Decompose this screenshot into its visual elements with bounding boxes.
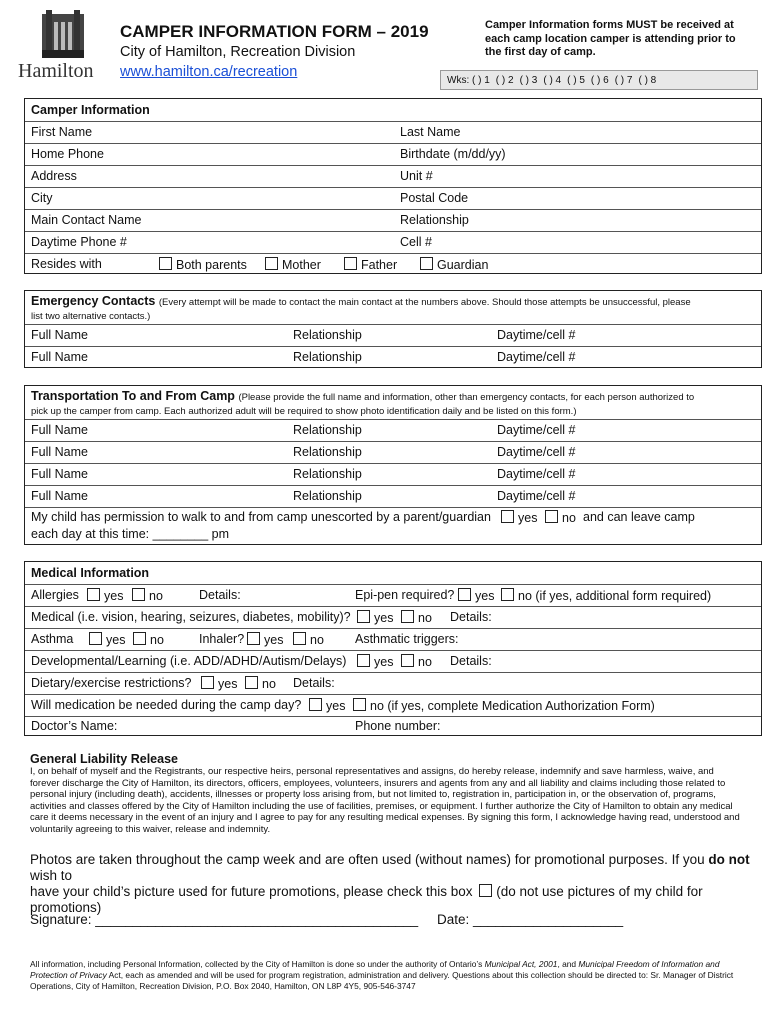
hamilton-logo — [18, 8, 108, 86]
walk-no-checkbox[interactable]: no — [545, 510, 576, 525]
transport-note: (Please provide the full name and information, other than emergency contacts, for each person authorized to — [238, 392, 695, 403]
asthma-label: Asthma — [31, 632, 74, 646]
date-field[interactable]: Date: ____________________ — [437, 912, 624, 927]
transport-full-name-3[interactable]: Full Name — [31, 467, 88, 481]
weeks-label: Wks: ( ) 1 — [447, 74, 490, 86]
doctor-name-field[interactable]: Doctor’s Name: — [31, 719, 118, 733]
both-parents-checkbox[interactable]: Both parents — [159, 257, 247, 272]
transport-full-name-1[interactable]: Full Name — [31, 423, 88, 437]
liability-heading: General Liability Release — [30, 752, 178, 766]
week-option[interactable]: ( ) 4 — [543, 74, 562, 86]
emergency-full-name-1[interactable]: Full Name — [31, 328, 88, 342]
form-subtitle: City of Hamilton, Recreation Division — [120, 44, 356, 60]
week-option[interactable]: ( ) 6 — [590, 74, 609, 86]
walk-permission-text: My child has permission to walk to and from camp unescorted by a parent/guardian — [31, 510, 491, 524]
medical-yes-checkbox[interactable]: yes — [357, 610, 393, 625]
transport-relationship-4[interactable]: Relationship — [293, 489, 362, 503]
medical-conditions-label: Medical (i.e. vision, hearing, seizures, diabetes, mobility)? — [31, 610, 351, 624]
photo-text-3: have your child’s picture used for future promotions, please check this box — [30, 884, 473, 899]
transport-relationship-1[interactable]: Relationship — [293, 423, 362, 437]
week-option[interactable]: ( ) 5 — [567, 74, 585, 86]
dietary-details-field[interactable]: Details: — [293, 676, 335, 690]
medical-no-checkbox[interactable]: no — [401, 610, 432, 625]
medication-no-checkbox[interactable]: no (if yes, complete Medication Authorization Form) — [353, 698, 655, 713]
photo-opt-out-checkbox[interactable] — [479, 884, 492, 897]
photo-text-bold: do not — [708, 852, 750, 867]
developmental-details-field[interactable]: Details: — [450, 654, 492, 668]
dietary-yes-checkbox[interactable]: yes — [201, 676, 237, 691]
camper-info-section — [24, 98, 762, 274]
section-heading: Transportation To and From Camp — [31, 389, 235, 403]
guardian-checkbox[interactable]: Guardian — [420, 257, 488, 272]
week-option[interactable]: ( ) 3 — [519, 74, 538, 86]
inhaler-yes-checkbox[interactable]: yes — [247, 632, 283, 647]
asthma-triggers-field[interactable]: Asthmatic triggers: — [355, 632, 459, 646]
allergies-label: Allergies — [31, 588, 79, 602]
photo-text-4: (do not use pictures of my child for promotions) — [30, 884, 703, 915]
transportation-section — [24, 385, 762, 545]
photo-text-2: wish to — [30, 868, 73, 883]
city-field[interactable]: City — [31, 191, 53, 205]
allergies-yes-checkbox[interactable]: yes — [87, 588, 123, 603]
photo-text-1: Photos are taken throughout the camp week and are often used (without names) for promotional purposes. If you — [30, 852, 709, 867]
medical-details-field[interactable]: Details: — [450, 610, 492, 624]
transport-relationship-3[interactable]: Relationship — [293, 467, 362, 481]
logo-text: Hamilton — [18, 60, 94, 82]
week-option[interactable]: ( ) 7 — [614, 74, 633, 86]
transport-cell-3[interactable]: Daytime/cell # — [497, 467, 576, 481]
recreation-link[interactable]: www.hamilton.ca/recreation — [120, 64, 298, 80]
footer-text-2: , and — [557, 959, 579, 969]
emergency-cell-1[interactable]: Daytime/cell # — [497, 328, 576, 342]
resides-with-label: Resides with — [31, 257, 102, 271]
mother-checkbox[interactable]: Mother — [265, 257, 321, 272]
epipen-label: Epi-pen required? — [355, 588, 455, 602]
developmental-yes-checkbox[interactable]: yes — [357, 654, 393, 669]
medication-label: Will medication be needed during the camp day? — [31, 698, 302, 712]
emergency-relationship-1[interactable]: Relationship — [293, 328, 362, 342]
doctor-phone-field[interactable]: Phone number: — [355, 719, 441, 733]
transport-cell-2[interactable]: Daytime/cell # — [497, 445, 576, 459]
father-checkbox[interactable]: Father — [344, 257, 397, 272]
dietary-no-checkbox[interactable]: no — [245, 676, 276, 691]
walk-yes-checkbox[interactable]: yes — [501, 510, 537, 525]
unit-field[interactable]: Unit # — [400, 169, 433, 183]
week-option[interactable]: ( ) 2 — [495, 74, 514, 86]
week-option[interactable]: ( ) 8 — [638, 74, 657, 86]
footer-act-2: Municipal Freedom of Information and Protection of Privacy — [30, 959, 720, 980]
transport-full-name-4[interactable]: Full Name — [31, 489, 88, 503]
first-name-field[interactable]: First Name — [31, 125, 93, 139]
liability-text: I, on behalf of myself and the Registrants, our respective heirs, personal representatives and assigns, do hereby release, indemnify and save harmless, waive, and forever discharge the City of Hamilton, its directors, officers, employees, volunteers, insurers and agents from any and all liability and claims including those related to personal injury (including death), accidents, illnesses or property loss arising from, but not limited to, registration in, participation in, or the observation of, programs, activities and classes offered by the City of Hamilton including the use of facilities, premises, or equipment. I further authorize the City of Hamilton to obtain any medical care it deems necessary in the event of an injury and I agree to pay for any resulting medical expenses. By signing this form, I acknowledge having read, understood and voluntarily agreeing to this waiver, release and indemnity. — [30, 766, 740, 835]
medical-section — [24, 561, 762, 736]
epipen-no-checkbox[interactable]: no (if yes, additional form required) — [501, 588, 711, 603]
home-phone-field[interactable]: Home Phone — [31, 147, 104, 161]
walk-time-field[interactable]: each day at this time: ________ pm — [31, 527, 230, 541]
transport-note-2: pick up the camper from camp. Each authorized adult will be required to show photo identification daily and be listed on this form.) — [31, 406, 577, 417]
address-field[interactable]: Address — [31, 169, 77, 183]
inhaler-no-checkbox[interactable]: no — [293, 632, 324, 647]
medication-yes-checkbox[interactable]: yes — [309, 698, 345, 713]
developmental-label: Developmental/Learning (i.e. ADD/ADHD/Autism/Delays) — [31, 654, 347, 668]
allergies-no-checkbox[interactable]: no — [132, 588, 163, 603]
inhaler-label: Inhaler? — [199, 632, 245, 646]
footer-act-1: Municipal Act, 2001 — [484, 959, 558, 969]
developmental-no-checkbox[interactable]: no — [401, 654, 432, 669]
emergency-cell-2[interactable]: Daytime/cell # — [497, 350, 576, 364]
daytime-phone-field[interactable]: Daytime Phone # — [31, 235, 127, 249]
section-heading: Camper Information — [31, 103, 150, 117]
form-title: CAMPER INFORMATION FORM – 2019 — [120, 22, 429, 41]
allergies-details-field[interactable]: Details: — [199, 588, 241, 602]
emergency-relationship-2[interactable]: Relationship — [293, 350, 362, 364]
transport-full-name-2[interactable]: Full Name — [31, 445, 88, 459]
main-contact-field[interactable]: Main Contact Name — [31, 213, 142, 227]
walk-permission-tail: and can leave camp — [583, 510, 695, 524]
privacy-footer — [30, 959, 742, 992]
section-heading: Medical Information — [31, 566, 150, 580]
transport-relationship-2[interactable]: Relationship — [293, 445, 362, 459]
birthdate-field[interactable]: Birthdate (m/dd/yy) — [400, 147, 506, 161]
asthma-no-checkbox[interactable]: no — [133, 632, 164, 647]
signature-field[interactable]: Signature: ___________________________________________ — [30, 912, 419, 927]
section-heading: Emergency Contacts — [31, 294, 156, 308]
footer-text-3: Act, each as amended and will be used for program registration, administration and delivery. Questions about this collection should be directed to: Sr. Manager of District Operations, City of Hamilton, Recreation Division, P.O. Box 2040, Hamilton, ON L8P 4Y5, 905-546-3747 — [30, 970, 734, 991]
transport-cell-4[interactable]: Daytime/cell # — [497, 489, 576, 503]
footer-text-1: All information, including Personal Information, collected by the City of Hamilton is done so under the authority of Ontario’s — [30, 959, 485, 969]
asthma-yes-checkbox[interactable]: yes — [89, 632, 125, 647]
photo-consent — [30, 852, 750, 916]
transport-cell-1[interactable]: Daytime/cell # — [497, 423, 576, 437]
dietary-label: Dietary/exercise restrictions? — [31, 676, 192, 690]
relationship-field[interactable]: Relationship — [400, 213, 469, 227]
last-name-field[interactable]: Last Name — [400, 125, 461, 139]
emergency-section — [24, 290, 762, 368]
submission-notice: Camper Information forms MUST be received at each camp location camper is attending prior to the first day of camp. — [485, 19, 736, 58]
postal-code-field[interactable]: Postal Code — [400, 191, 469, 205]
cell-field[interactable]: Cell # — [400, 235, 432, 249]
emergency-note: (Every attempt will be made to contact the main contact at the numbers above. Should those attempts be unsuccessful, please — [158, 297, 691, 308]
emergency-full-name-2[interactable]: Full Name — [31, 350, 88, 364]
weeks-selector[interactable] — [440, 70, 758, 90]
epipen-yes-checkbox[interactable]: yes — [458, 588, 494, 603]
emergency-note-2: list two alternative contacts.) — [31, 311, 151, 322]
